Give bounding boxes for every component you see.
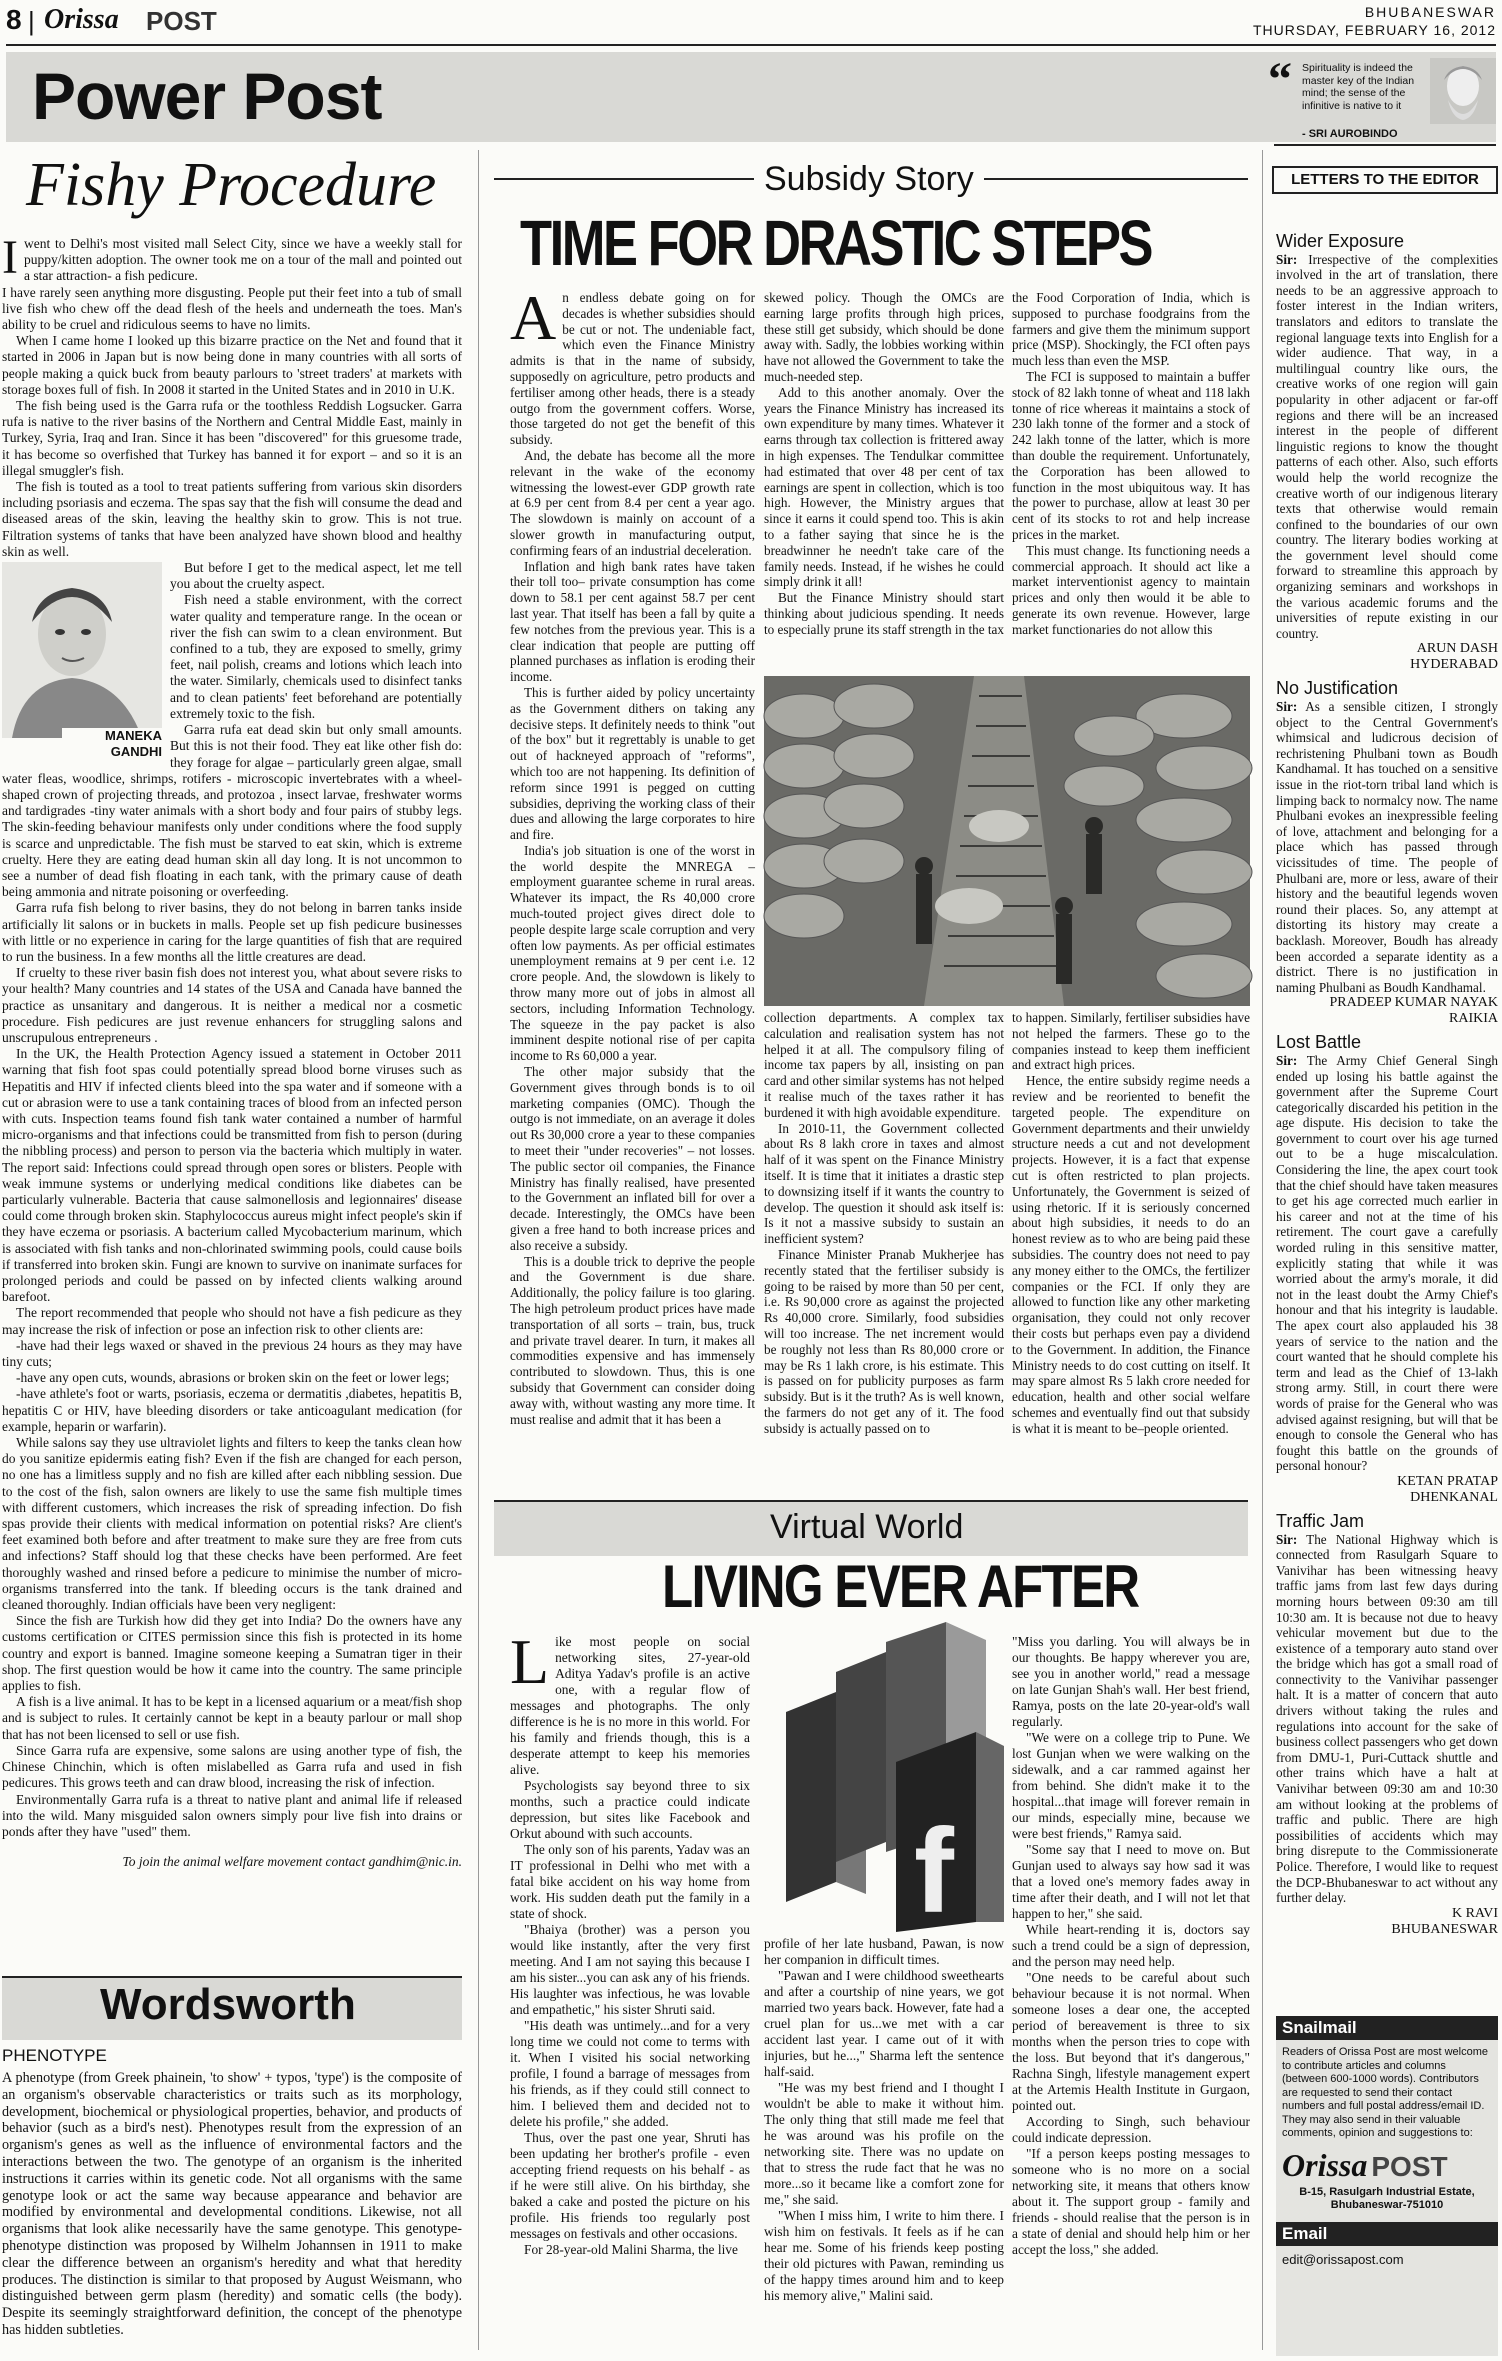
quote-mark-icon: “	[1268, 53, 1292, 106]
letter-text: The National Highway which is connected from Rasulgarh Square to Vanivihar has been witnessing heavy traffic jams from last few days during morning hours between 09:30 am till 10:30 am. It is because not due to heavy vehicular movement but due to the existence of a temporary auto stand over the bridge which has got a small road of connectivity to the Vanivihar passenger halt. It is a matter of concern that auto drivers without taking the rules and regulations into account for the sake of business collect passengers who get down from DMU-1, Puri-Cuttack shuttle and other trains which have a halt at Vanivihar between 09:30 am and 10:30 am without looking at the problems of traffic and public. There are high possibilities of accidents which may bring disrepute to the Commissionerate Police. Therefore, I would like to request the DCP-Bhubaneswar to act without any further delay.	[1276, 1531, 1498, 1906]
subsidy-kicker: Subsidy Story	[754, 160, 984, 199]
subsidy-kicker-bar	[494, 160, 1248, 200]
letter-salutation: Sir:	[1276, 699, 1298, 715]
letter-text: As a sensible citizen, I strongly object to the Central Government's whimsical and ludicrous decision of rechristening Phulbani town as Boudh Kandhamal. It has touched on a sensitive issue in the riot-torn tribal land which is limping back to normalcy now. The name Phulbani evokes an inexpressible feeling of love, attachment and belonging for a place which has passed through vicissitudes of time. The people of Phulbani are, more or less, aware of their history and the beautiful legends woven round their places. So, any attempt at distorting its history may create a backlash. Moreover, Boudh has already been accorded a separate identity as a district. There is no justification in naming Phulbani as Boudh Kandhamal.	[1276, 699, 1498, 995]
quote-author: - SRI AUROBINDO	[1302, 128, 1398, 140]
letters-header	[1272, 166, 1498, 194]
letter-text: Irrespective of the complexities involved in the art of translation, there needs to be an aggressive approach to foster interest in the Indian writers, translators and editors to translate the regional language texts into English for a wider audience. That way, in a multilingual country like ours, the creative works of one region will gain popularity in other adjacent or far-off regions and there will be an increased interest in the people of different linguistic regions to know the thought patterns of each other. Also, such efforts would help the world recognize the creative worth of our indigenous literary texts that otherwise would remain confined to the boundaries of our own country. The literary bodies working at the government level should come forward to streamline this approach by organizing seminars and workshops in the various academic forums and the universities of repute existing in our country.	[1276, 251, 1499, 641]
subsidy-col-4: collection departments. A complex tax calculation and realisation system has not helped it at all. The compulsory filing of income tax papers by all, insisting on pan card and other similar systems has not helped it realise much of the taxes rather it has burdened it with high avoidable expenditure. In 2010-11, the Government collected about Rs 8 lakh crore in taxes and almost half of it was spent on the Finance Ministry itself. It is time that it initiates a drastic step to downsizing itself if it wants the country to develop. The question it should ask itself is: Is it not a massive subsidy to sustain an inefficient system? Finance Minister Pranab Mukherjee has recently stated that the fertiliser subsidy is going to be raised by more than 50 per cent, i.e. Rs 90,000 crore as against the projected Rs 40,000 crore. Similarly, food subsidies will too increase. The net increment would be roughly not less than Rs 80,000 crore or may be Rs 1 lakh crore, is his estimate. This is passed on for publicity purposes as farm subsidy. But is it the truth? As is well known, the farmers do not get any of it. The food subsidy is actually passed on to	[764, 1010, 1004, 1436]
snailmail-address: B-15, Rasulgarh Industrial Estate, Bhubaneswar-751010	[1299, 2185, 1475, 2211]
author-photo-box	[2, 562, 162, 758]
wordsworth-text: A phenotype (from Greek phainein, 'to show' + typos, 'type') is the composite of an organism's observable characteristics or traits such as its morphology, development, biochemical or physiological properties, behavior, and products of behavior (such as a bird's nest). Phenotypes result from the expression of an organism's genes as well as the influence of environmental factors and the interactions between the two. The genotype of an organism is the inherited instructions it carries within its genetic code. Not all organisms with the same genotype look or act the same way because appearance and behavior are modified by environmental and developmental conditions. Likewise, not all organisms that look alike necessarily have the same genotype. This genotype-phenotype distinction was proposed by Wilhelm Johannsen in 1911 to make clear the difference between an organism's heredity and what that heredity produces. The distinction is similar to that proposed by August Weismann, who distinguished between germ plasm (heredity) and somatic cells (the body). Despite its seemingly straightforward definition, the concept of the phenotype has hidden subtleties.	[2, 2070, 462, 2338]
paper-name-post: POST	[146, 6, 217, 36]
letter-place: BHUBANESWAR	[1391, 1921, 1498, 1937]
letter-salutation: Sir:	[1276, 1531, 1298, 1547]
letter-signature: K RAVI	[1451, 1905, 1498, 1921]
letter-place: HYDERABAD	[1410, 657, 1498, 673]
quote-box	[1268, 53, 1496, 142]
subsidy-col-2: skewed policy. Though the OMCs are earning large profits through high prices, these still get subsidy, which should be done away with. Sadly, the lobbies working within have not allowed the Government to take the much-needed step. Add to this another anomaly. Over the years the Finance Ministry has increased its own expenditure by many times. Whatever it earns through tax collection is frittered away in high expenses. The Tendulkar committee had estimated that over 48 per cent of tax earnings are spent in collection, which is too high. However, the Ministry argues that since it earns it could spend too. This is akin to a father saying that since he is the breadwinner he needn't take care of the family needs. Instead, if he wishes he could simply drink it all! But the Finance Ministry should start thinking about judicious spending. It needs to especially prune its staff strength in the tax	[764, 290, 1005, 637]
email-header: Email	[1276, 2222, 1498, 2246]
page-number: 8	[6, 4, 22, 35]
letter-2	[1276, 678, 1498, 1027]
quote-text: Spirituality is indeed the master key of the Indian mind; the sense of the infinitive is native to it	[1302, 62, 1415, 112]
author-photo	[2, 562, 162, 738]
letter-signature: KETAN PRATAP	[1397, 1473, 1498, 1489]
snailmail-text: Readers of Orissa Post are most welcome to contribute articles and columns (between 600-1000 words). Contributors are requested to send their contact numbers and full postal address/email ID. They may also send in their valuable comments, opinion and suggestions to:	[1282, 2046, 1489, 2139]
svg-text:f: f	[914, 1804, 954, 1938]
wordsworth-title: Wordsworth	[100, 1980, 356, 2029]
facebook-logo-icon	[776, 1632, 1006, 1938]
author-portrait	[1430, 58, 1496, 124]
author-name: MANEKA GANDHI	[62, 728, 164, 760]
virtual-col-3: "Miss you darling. You will always be in our thoughts. Be happy wherever you are, see you in another world," read a message on late Gunjan Shah's wall. Her best friend, Ramya, posts on the late 20-year-old's wall regularly. "We were on a college trip to Pune. We lost Gunjan when we were walking on the sidewalk, and a car rammed against her from behind. She didn't make it to the hospital...that image will forever remain in our minds, especially mine, because we were best friends," Ramya said. "Some say that I need to move on. But Gunjan used to always say how sad it was that a loved one's memory fades away in time after their death, and I will not let that happen to her," she said. While heart-rending it is, doctors say such a trend could be a sign of depression, and the person may need help. "One needs to be careful about such behaviour because it is not normal. When someone loses a dear one, the accepted period of bereavement is three to six months when the person tries to cope with the loss. But beyond that it's dangerous," Rachna Singh, lifestyle management expert at the Artemis Health Institute in Gurgaon, pointed out. According to Singh, such behaviour could indicate depression. "If a person keeps posting messages to someone who is no more on a social networking site, it means that others know about it. The support group - family and friends - should realise that the person is in a state of denial and should help him or her accept the loss," she added.	[1012, 1634, 1250, 2257]
paper-name: Orissa	[44, 4, 119, 35]
letter-place: DHENKANAL	[1410, 1489, 1498, 1505]
logo-post: POST	[1371, 2150, 1448, 2182]
letter-3	[1276, 1032, 1499, 1506]
letters-header-label: LETTERS TO THE EDITOR	[1291, 171, 1479, 188]
fishy-article: Iwent to Delhi's most visited mall Select City, since we have a weekly stall for puppy/kitten adoption. The owner took me on a tour of the mall and pointed out a star attraction- a fish pedicure. I have rarely seen anything more disgusting. People put their feet into a tub of small live fish who chew off the dead flesh of the heels and underneath the toes. Man's ability to be cruel and ridiculous seems to have no limits. When I came home I looked up this bizarre practice on the Net and found that it started in 2006 in Japan but is now being done in many countries with all sorts of people making a quick buck from beauty parlours to 'street traders' at markets with storage boxes full of fish. In 2008 it started in the United States and in 2010 in U.K. The fish being used is the Garra rufa or the toothless Reddish Logsucker. Garra rufa is native to the river basins of the Northern and Central Middle East, mainly in Turkey, Syria, Iraq and Iran. Since it has been "discovered" for this gruesome trade, it has become so overfished that Turkey has banned it for export – and so it is an illegal smuggler's fish. The fish is touted as a tool to treat patients suffering from various skin disorders including psoriasis and eczema. The spas say that the fish will consume the dead and diseased areas of the skin, leaving the healthy skin to grow. This is not true. Filtration systems of tanks that have been analyzed have shown blood and healthy skin as well. MANEKA GANDHI But before I get to the medical aspect, let me tell you about the cruelty aspect. Fish need a stable environment, with the correct water quality and temperature range. In the ocean or river the fish can swim to a clean environment. But confined to a tub, they are exposed to smelly, grimy feet, nail polish, creams and lotions which leach into the water. Similarly, chemicals used to disinfect tanks and to clean patients' feet beforehand are potentially extremely toxic to the fish. Garra rufa eat dead skin but only small amounts. But this is not their food. They eat like other fish do: they forage for algae – particularly green algae, small water fleas, woodlice, shrimps, rotifers - microscopic invertebrates with a wheel-shaped crown of projecting threads, and protozoa , insect larvae, freshwater worms and tardigrades -tiny water animals with a short body and four pairs of stubby legs. The skin-feeding behaviour manifests only under conditions where the food supply is scarce and unpredictable. The fish must be starved to eat skin, which is extreme cruelty. Here they are eating dead human skin all day long. It is not uncommon to see a number of dead fish floating in each tank, with the primary cause of death being ammonia and nitrate poisoning or overfeeding. Garra rufa fish belong to river basins, they do not belong in barren tanks inside artificially lit salons or in buckets in malls. People set up fish pedicure businesses with little or no experience in caring for the large quantities of fish that are required to run the business. In a few months all the little creatures are dead. If cruelty to these river basin fish does not interest you, what about severe risks to your health? Many countries and 14 states of the USA and Canada have banned the practice as unsanitary and dangerous. It is neither a medical nor a cosmetic procedure. Fish pedicures are just revenue enhancers for struggling salons and unscrupulous entrepreneurs . In the UK, the Health Protection Agency issued a statement in October 2011 warning that fish foot spas could potentially spread blood borne viruses such as Hepatitis and HIV if infected clients bleed into the spa water and if someone with a cut or abrasion were to use a tank containing traces of blood from an infected person with cuts. Inspection teams found fish tank water contained a number of harmful micro-organisms and that infections could be transmitted from fish to person (during the nibbling process) and person to person via the bacteria which multiply in water. The report said: Infections could spread through open sores or blisters. People with weak immune systems or underlying medical conditions like diabetes can be particularly vulnerable. Bacteria that cause salmonellosis and legionnaires' disease could come through broken skin. Staphylococcus aureus might infect people's skin if they have eczema or psoriasis. A bacterium called Mycobacterium marinum, which is associated with fish tanks and non-chlorinated swimming pools, could cause boils if transferred into broken skin. Fungi are known to survive on inanimate surfaces for prolonged periods and could be passed on by infected clients walking around barefoot. The report recommended that people who should not have a fish pedicure as they may increase the risk of infection or pose an infection risk to other clients are: -have had their legs waxed or shaved in the previous 24 hours as they may have tiny cuts; -have any open cuts, wounds, abrasions or broken skin on the feet or lower legs; -have athlete's foot or warts, psoriasis, eczema or dermatitis ,diabetes, hepatitis B, hepatitis C or HIV, have bleeding disorders or take anticoagulant medication (for example, heparin or warfarin). While salons say they use ultraviolet lights and filters to keep the tanks clean how do you sanitize epidermis eating fish? Even if the fish are changed for each person, no one has a limitless supply and no fish are killed after each nibbling session. Due to the cost of the fish, salon owners are likely to use the same fish multiple times with different customers, which increases the risk of spreading infection. Do fish spas provide their clients with medical information on potential risks? Are client's feet examined both before and after treatment to make sure they are free from cuts and infections? Staff should log that these checks have been performed. Are feet thoroughly washed and rinsed before a pedicure to minimise the number of micro-organisms transferred into the tank. If bleeding occurs is the tank drained and cleaned thoroughly. Indian officials have been very negligent: Since the fish are Turkish how did they get into India? Do the owners have any customs certification or CITES permission since this fish is protected in its home country and export is banned. Imagine someone keeping a Sumatran tiger in their shop. The first question would be how it came into the country. The same principle applies to fish. A fish is a live animal. It has to be kept in a licensed aquarium or a meat/fish shop and is subject to rules. It certainly cannot be kept in a beauty parlour or mall shop that has not been licensed to sell or use fish. Since Garra rufa are expensive, some salons are using another type of fish, the Chinese Chinchin, which is often mislabelled as Garra rufa and used in fish pedicures. This grows teeth and can draw blood, increasing the risk of infection. Environmentally Garra rufa is a threat to native plant and animal life if released into the wild. Many misguided salon owners simply pour live fish into drains or ponds after they have "used" them. To join the animal welfare movement contact gandhim@nic.in.	[2, 231, 462, 1870]
warehouse-photo	[764, 676, 1250, 1006]
letters-column	[1276, 226, 1499, 1937]
fishy-title: Fishy Procedure	[26, 151, 437, 219]
drop-cap: A	[510, 282, 557, 353]
subsidy-col-1: An endless debate going on for decades is whether subsidies should be cut or not. The undeniable fact, which even the Finance Ministry admits is that in the name of subsidy, supposedly on agriculture, petro products and fertiliser among other heads, there is a steady outgo from the government coffers. Worse, those targeted do not get the benefit of this subsidy. And, the debate has become all the more relevant in the wake of the economy witnessing the lowest-ever GDP growth rate at 6.9 per cent from 8.4 per cent a year ago. The slowdown is mainly on account of a slower growth in manufacturing output, confirming fears of an industrial deceleration. Inflation and high bank rates have taken their toll too– private consumption has come down to 58.1 per cent against 58.7 per cent last year. That itself has been a fall by quite a few notches from the previous year. This is a clear indication that people are putting off planned purchases as inflation is eroding their income. This is further aided by policy uncertainty as the Government dithers on taking any decisive steps. It definitely needs to think "out of the box" but it regrettably is unable to get out of hackneyed approach of "reforms", which too are not happening. Its definition of reform since 1991 is pegged on cutting subsidies, depriving the working class of their dues and allowing the large corporates to hire and fire. India's job situation is one of the worst in the world despite the MNREGA – employment guarantee scheme in rural areas. Whatever its impact, the Rs 40,000 crore much-touted project gives direct dole to people despite large scale corruption and very often low payments. As per official estimates unemployment remains at 9 per cent i.e. 12 crore people. And, the slowdown is likely to throw many more out of jobs in almost all sectors, including Information Technology. The squeeze in the pay packet is also imminent despite notional rise of per capita income to Rs 60,000 a year. The other major subsidy that the Government gives through bonds is to oil marketing companies (OMC). Though the outgo is not immediate, on an average it doles out Rs 30,000 crore a year to these companies to meet their "under recoveries" – not losses. The public sector oil companies, the Finance Ministry has finally realised, have presented to the Government an inflated bill for over a decade. Interestingly, the OMCs have been given a free hand to both increase prices and also receive a subsidy. This is a double trick to deprive the people and the Government is due share. Additionally, the policy failure is too glaring. The high petroleum product prices have made transportation of all sorts – train, bus, truck and private travel dearer. In turn, it makes all commodities expensive and has immensely contributed to slowdown. Thus, this is one subsidy that Government can consider doing away with, without wasting any more time. It must realise and admit that it has been a	[510, 282, 755, 1427]
fishy-footer: To join the animal welfare movement contact gandhim@nic.in.	[122, 1854, 462, 1870]
snailmail-logo	[1276, 2145, 1498, 2186]
letter-title: Lost Battle	[1276, 1032, 1362, 1053]
date: THURSDAY, FEBRUARY 16, 2012	[1252, 22, 1496, 38]
email-address[interactable]: edit@orissapost.com	[1282, 2251, 1404, 2267]
drop-cap: L	[510, 1626, 550, 1697]
snailmail-header: Snailmail	[1276, 2016, 1498, 2040]
city: BHUBANESWAR	[1364, 4, 1496, 20]
letter-1	[1276, 231, 1499, 673]
letter-text: The Army Chief General Singh ended up losing his battle against the government after the Supreme Court categorically discarded his petition in the age dispute. His decision to take the government to court over his age turned out to be a huge miscalculation. Considering the line, the apex court took that the chief should have taken measures to get his age corrected much earlier in his career and not at the time of his retirement. The court gave a carefully worded ruling in this sensitive matter, explicitly stating that while it was worried about the army's morale, it did not in the least doubt the Army Chief's honour and that his integrity is laudable. The apex court also applauded his 38 years of service to the nation and the court wanted that he should complete his term and lead as the Chief of 13-lakh strong army. Still, in court there were words of praise for the General who was advised against resigning, but will that be enough to console the General who has fought this battle on the grounds of personal honour?	[1276, 1052, 1499, 1474]
virtual-kicker: Virtual World	[770, 1508, 964, 1546]
letter-title: No Justification	[1276, 678, 1399, 699]
subsidy-col-3: the Food Corporation of India, which is supposed to purchase foodgrains from the farmers and give them the minimum support price (MSP). Shockingly, the FCI often pays much less than even the MSP. The FCI is supposed to maintain a buffer stock of 82 lakh tonne of wheat and 118 lakh tonne of rice whereas it maintains a stock of 230 lakh tonne of the former and a stock of 242 lakh tonne of the latter, which is more than double the requirement. Unfortunately, the Corporation has been allowed to function in the most ubiquitous way. It has the power to purchase, allow at least 30 per cent of its stocks to rot and help increase prices in the market. This must change. Its functioning needs a commercial approach. It should act like a market interventionist agency to maintain prices and only then would it be able to generate its own revenue. However, large market functionaries do not allow this	[1012, 290, 1250, 637]
virtual-col-1: Like most people on social networking sites, 27-year-old Aditya Yadav's profile is an active one, with a regular flow of messages and photographs. The only difference is he is no more in this world. For his family and friends though, this is a desperate attempt to keep his memories alive. Psychologists say beyond three to six months, such a practice could indicate depression, but sites like Facebook and Orkut abound with such accounts. The only son of his parents, Yadav was an IT professional in Delhi who met with a fatal bike accident on his way home from work. His sudden death put the family in a state of shock. "Bhaiya (brother) was a person you would like instantly, after the very first meeting. And I am not saying this because I am his sister...you can ask any of his friends. His laughter was infectious, he was lovable and empathetic," his sister Shruti said. "His death was untimely...and for a very long time we could not come to terms with it. When I visited his social networking profile, I found a barrage of messages from his friends, as if they could still connect to him. I believed them and decided not to delete his profile," she added. Thus, over the past one year, Shruti has been updating her brother's profile - even accepting friend requests on his behalf - as if he were still alive. On his birthday, she baked a cake and posted the picture on his profile. His friends too regularly post messages on festivals and other occasions. For 28-year-old Malini Sharma, the live	[510, 1626, 750, 2257]
wordsworth-term: PHENOTYPE	[2, 2046, 107, 2065]
subsidy-col-5: to happen. Similarly, fertiliser subsidies have not helped the farmers. These go to the companies instead to keep them inefficient and extract high prices. Hence, the entire subsidy regime needs a review and be reoriented to benefit the targeted people. The expenditure on Government departments and their unwieldy structure needs a cut and not development projects. However, it is a fact that expense cut is often restricted to plan projects. Unfortunately, the Government is seized of using rhetoric. If it is seriously concerned about high subsidies, it needs to do an honest review as to who are being paid these subsidies. The country does not need to pay any money either to the OMCs, the fertilizer companies or the FCI. If only they are allowed to function like any other marketing organisation, they could not only recover their costs but perhaps even pay a dividend to the Government. In addition, the Finance Ministry needs to do cost cutting on itself. It may spare almost Rs 5 lakh crore needed for education, health and other social welfare schemes and eventually find out that subsidy is what it is meant to be–people oriented.	[1012, 1010, 1250, 1436]
letter-salutation: Sir:	[1276, 251, 1298, 267]
section-title: Power Post	[32, 59, 382, 133]
letter-signature: PRADEEP KUMAR NAYAK	[1329, 995, 1498, 1011]
letter-signature: ARUN DASH	[1416, 641, 1498, 657]
virtual-headline: LIVING EVER AFTER	[662, 1553, 1139, 1620]
letter-place: RAIKIA	[1449, 1011, 1498, 1027]
letter-salutation: Sir:	[1276, 1052, 1298, 1068]
subsidy-headline: TIME FOR DRASTIC STEPS	[520, 207, 1152, 279]
virtual-col-2: profile of her late husband, Pawan, is now her companion in difficult times. "Pawan and I were childhood sweethearts and after a courtship of nine years, we got married two years back. However, fate had a cruel plan for us...we met with a car accident last year. I came out of it with injuries, but he...," Sharma left the sentence half-said. "He was my best friend and I thought I wouldn't be able to make it without him. The only thing that still made me feel that he was around was his profile on the networking site. There was no update on that to stress the rude fact that he was no more...so it became like a comfort zone for me," she said. "When I miss him, I write to him there. I wish him on festivals. It feels as if he can hear me. Some of his friends keep posting their old pictures with Pawan, reminding us of the happy times around him and to keep his memory alive," Malini said.	[764, 1936, 1004, 2303]
drop-cap: I	[2, 231, 18, 284]
snailmail-box	[1276, 2016, 1498, 2356]
page-header: 8 | Orissa POST BHUBANESWAR THURSDAY, FEBRUARY 16, 2012	[6, 4, 1496, 38]
letter-title: Wider Exposure	[1276, 231, 1405, 251]
letter-title: Traffic Jam	[1276, 1510, 1365, 1531]
letter-4	[1276, 1510, 1498, 1938]
logo-orissa: Orissa	[1282, 2146, 1368, 2183]
